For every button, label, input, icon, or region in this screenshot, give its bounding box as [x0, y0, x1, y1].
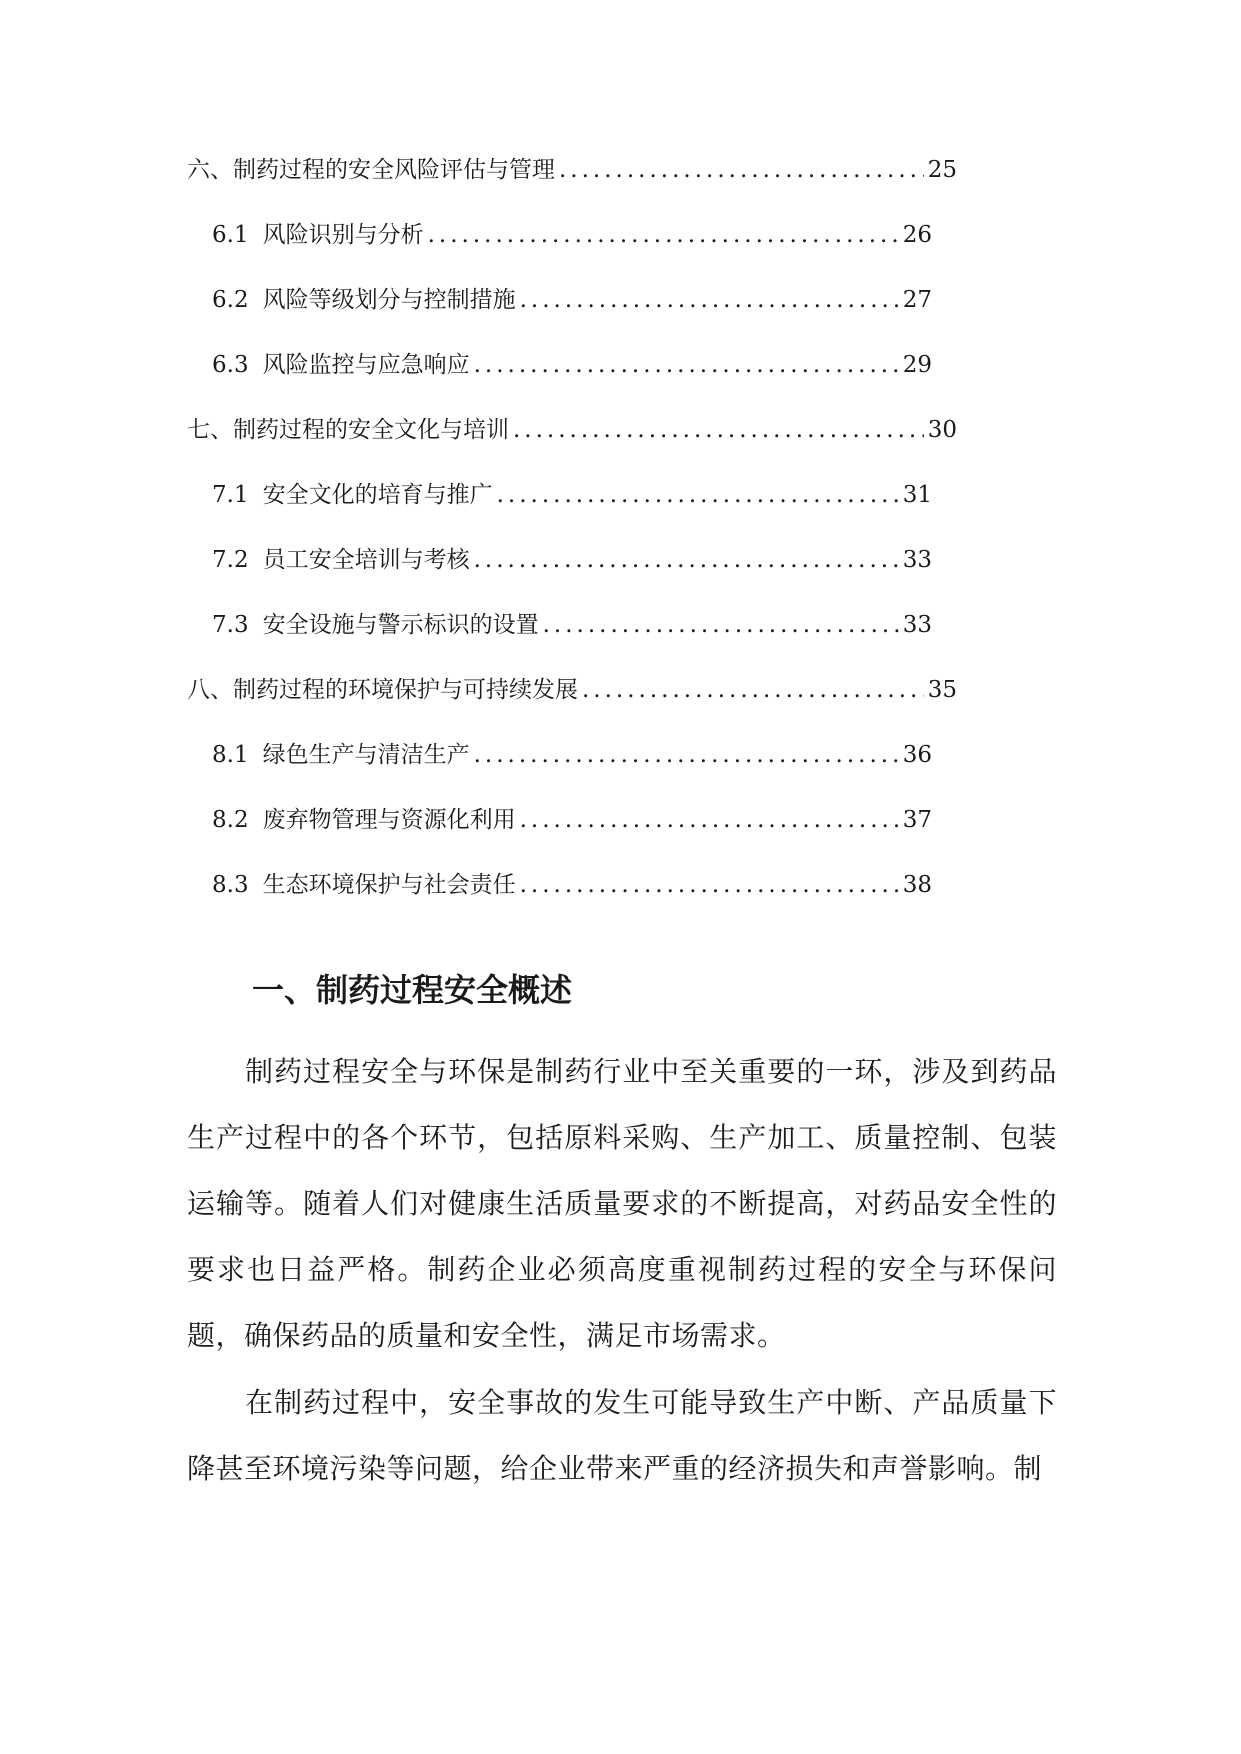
toc-entry-page: 36 [902, 742, 932, 768]
toc-entry-number: 8.1 [212, 742, 249, 768]
toc-entry-title: 风险监控与应急响应 [262, 352, 470, 378]
body-paragraph: 在制药过程中，安全事故的发生可能导致生产中断、产品质量下降甚至环境污染等问题，给企业带来严重的经济损失和声誉影响。制 [187, 1386, 1057, 1485]
toc-leader-dots [513, 410, 924, 450]
toc-entry[interactable] [212, 800, 932, 840]
toc-entry-number: 6.2 [212, 287, 249, 313]
toc-entry-number: 6.3 [212, 352, 249, 378]
toc-leader-dots [582, 670, 924, 710]
toc-leader-dots [520, 800, 899, 840]
toc-entry-title: 绿色生产与清洁生产 [262, 742, 470, 768]
toc-entry-number: 8.2 [212, 807, 249, 833]
toc-entry-title: 生态环境保护与社会责任 [262, 872, 516, 898]
toc-entry[interactable] [212, 865, 932, 905]
toc-entry-title: 风险识别与分析 [262, 222, 424, 248]
toc-entry-title: 员工安全培训与考核 [262, 547, 470, 573]
toc-leader-dots [497, 475, 899, 515]
body-paragraph: 制药过程安全与环保是制药行业中至关重要的一环，涉及到药品生产过程中的各个环节，包括原料采购、生产加工、质量控制、包装运输等。随着人们对健康生活质量要求的不断提高，对药品安全性的要求也日益严格。制药企业必须高度重视制药过程的安全与环保问题，确保药品的质量和安全性，满足市场需求。 [187, 1055, 1057, 1352]
toc-entry-page: 37 [902, 807, 932, 833]
toc-entry-number: 6.1 [212, 222, 249, 248]
toc-entry[interactable] [212, 475, 932, 515]
toc-entry[interactable] [187, 670, 957, 710]
toc-entry-page: 31 [902, 482, 932, 508]
toc-entry[interactable] [212, 605, 932, 645]
toc-entry-number: 7.2 [212, 547, 249, 573]
toc-entry-page: 35 [927, 677, 957, 703]
toc-entry-page: 26 [902, 222, 932, 248]
toc-leader-dots [428, 215, 899, 255]
toc-entry[interactable] [212, 540, 932, 580]
toc-leader-dots [559, 150, 924, 190]
toc-entry-title: 六、制药过程的安全风险评估与管理 [187, 157, 555, 183]
toc-entry-page: 30 [927, 417, 957, 443]
toc-entry-page: 29 [902, 352, 932, 378]
toc-entry-title: 七、制药过程的安全文化与培训 [187, 417, 509, 443]
toc-leader-dots [543, 605, 899, 645]
toc-entry[interactable] [187, 150, 957, 190]
toc-entry-title: 安全文化的培育与推广 [262, 482, 493, 508]
toc-entry[interactable] [212, 735, 932, 775]
toc-leader-dots [520, 865, 899, 905]
toc-entry-page: 33 [902, 612, 932, 638]
toc-leader-dots [474, 540, 899, 580]
toc-entry-page: 25 [927, 157, 957, 183]
toc-leader-dots [474, 735, 899, 775]
toc-entry-number: 7.1 [212, 482, 249, 508]
toc-entry[interactable] [212, 280, 932, 320]
toc-entry[interactable] [212, 215, 932, 255]
toc-entry-title: 八、制药过程的环境保护与可持续发展 [187, 677, 578, 703]
toc-entry-title: 风险等级划分与控制措施 [262, 287, 516, 313]
section-heading: 一、制药过程安全概述 [252, 971, 573, 1009]
toc-entry[interactable] [187, 410, 957, 450]
toc-leader-dots [520, 280, 899, 320]
toc-entry-number: 7.3 [212, 612, 249, 638]
toc-entry-page: 38 [902, 872, 932, 898]
toc-entry-page: 27 [902, 287, 932, 313]
toc-entry-number: 8.3 [212, 872, 249, 898]
toc-leader-dots [474, 345, 899, 385]
toc-entry[interactable] [212, 345, 932, 385]
toc-entry-title: 废弃物管理与资源化利用 [262, 807, 516, 833]
toc-entry-title: 安全设施与警示标识的设置 [262, 612, 539, 638]
toc-entry-page: 33 [902, 547, 932, 573]
